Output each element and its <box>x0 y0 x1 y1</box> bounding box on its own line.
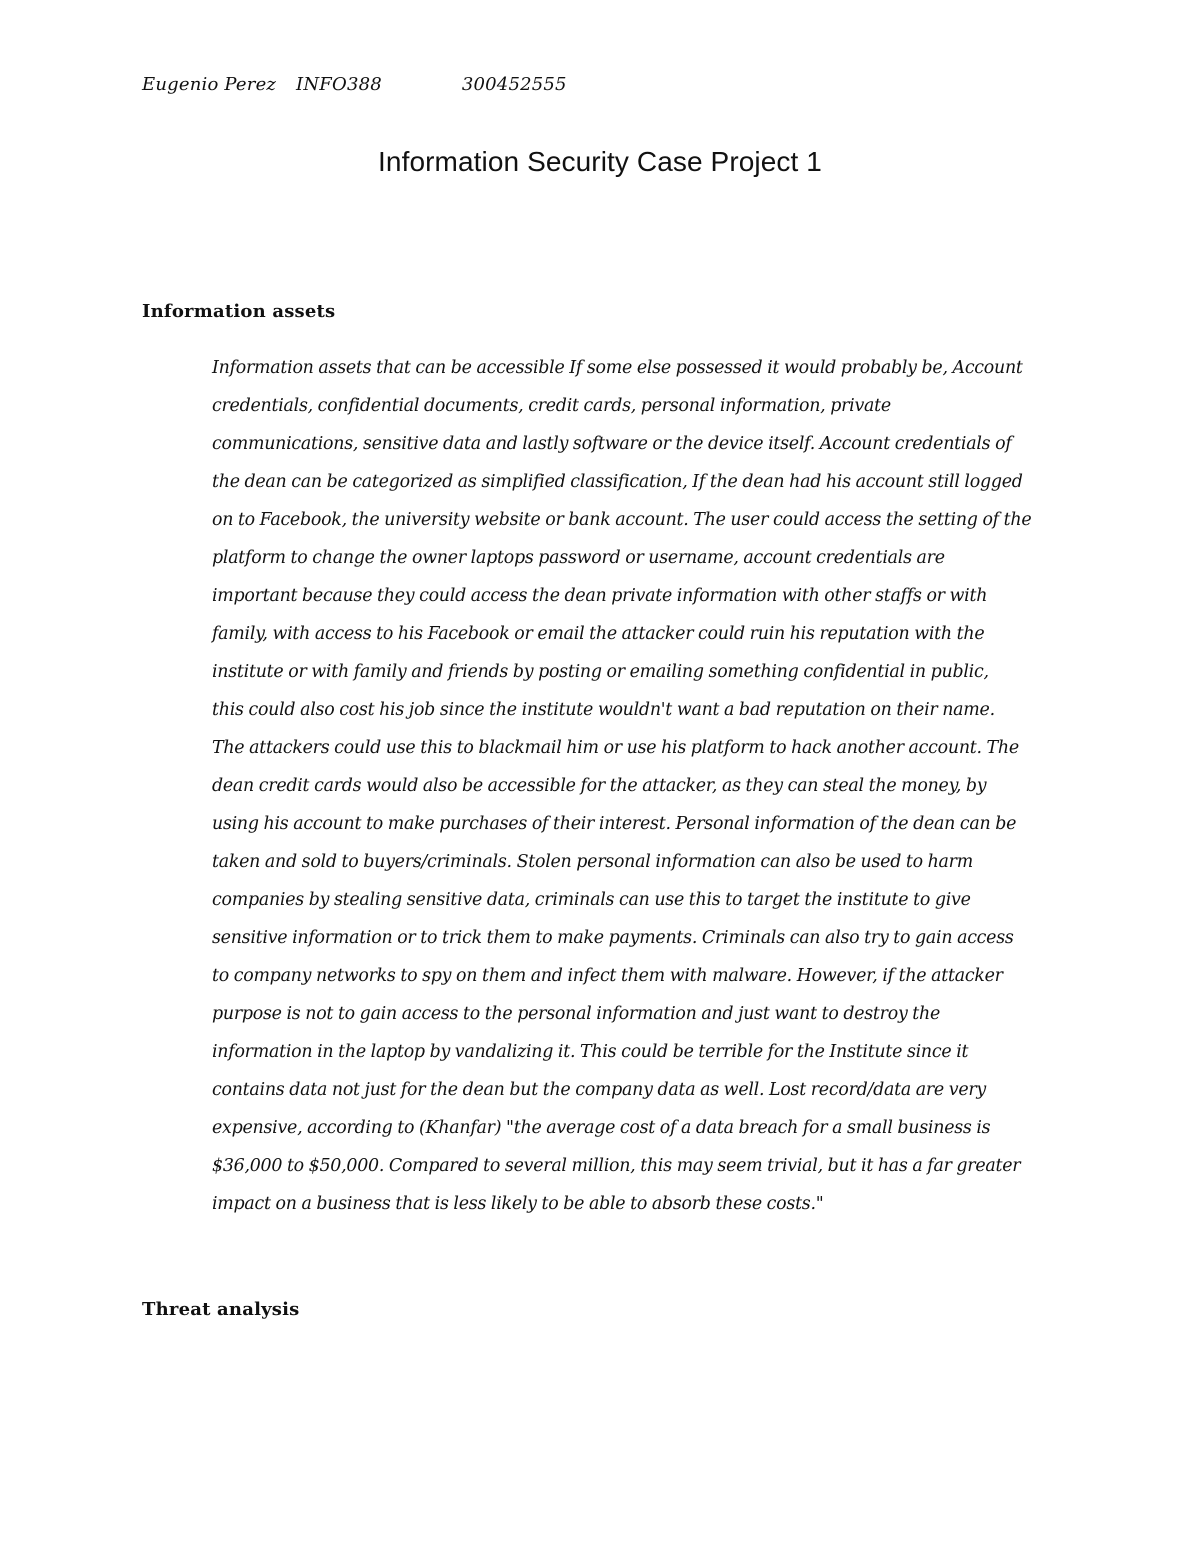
paragraph-line: expensive, according to (Khanfar) "the average cost of a data breach for a small business is <box>212 1118 991 1138</box>
paragraph-line: contains data not just for the dean but the company data as well. Lost record/data are very <box>212 1080 987 1100</box>
paragraph-line: important because they could access the dean private information with other staffs or with <box>212 586 988 606</box>
section-heading-information-assets: Information assets <box>142 301 336 322</box>
author-name: Eugenio Perez <box>142 74 277 95</box>
paragraph-line: dean credit cards would also be accessible for the attacker, as they can steal the money, by <box>212 776 987 796</box>
paragraph-line: to company networks to spy on them and infect them with malware. However, if the attacker <box>212 966 1003 986</box>
paragraph-line: credentials, confidential documents, credit cards, personal information, private <box>212 396 891 416</box>
document-title: Information Security Case Project 1 <box>378 146 822 177</box>
paragraph-line: institute or with family and friends by posting or emailing something confidential in public, <box>212 662 989 682</box>
paragraph-line: sensitive information or to trick them to make payments. Criminals can also try to gain access <box>212 928 1014 948</box>
information-assets-paragraph <box>212 349 1072 1223</box>
page-header <box>142 74 567 95</box>
paragraph-line: family, with access to his Facebook or email the attacker could ruin his reputation with the <box>212 624 985 644</box>
paragraph-line: on to Facebook, the university website or bank account. The user could access the setting of the <box>212 510 1032 530</box>
paragraph-line: this could also cost his job since the institute wouldn't want a bad reputation on their name. <box>212 700 995 720</box>
paragraph-line: taken and sold to buyers/criminals. Stolen personal information can also be used to harm <box>212 852 973 872</box>
paragraph-line: communications, sensitive data and lastly software or the device itself. Account credentials of <box>212 434 1012 454</box>
course-code: INFO388 <box>296 74 382 95</box>
section-heading-threat-analysis: Threat analysis <box>142 1299 300 1320</box>
paragraph-line: the dean can be categorized as simplified classification, If the dean had his account still logged <box>212 472 1023 492</box>
paragraph-line: Information assets that can be accessible If some else possessed it would probably be, Account <box>212 358 1023 378</box>
paragraph-line: impact on a business that is less likely to be able to absorb these costs." <box>212 1194 824 1214</box>
paragraph-line: purpose is not to gain access to the personal information and just want to destroy the <box>212 1004 941 1024</box>
paragraph-line: platform to change the owner laptops password or username, account credentials are <box>212 548 945 568</box>
paragraph-line: $36,000 to $50,000. Compared to several million, this may seem trivial, but it has a far greater <box>212 1156 1021 1176</box>
paragraph-line: The attackers could use this to blackmail him or use his platform to hack another account. The <box>212 738 1019 758</box>
paragraph-line: information in the laptop by vandalizing it. This could be terrible for the Institute since it <box>212 1042 969 1062</box>
paragraph-line: companies by stealing sensitive data, criminals can use this to target the institute to give <box>212 890 971 910</box>
student-id: 300452555 <box>461 74 567 95</box>
paragraph-line: using his account to make purchases of their interest. Personal information of the dean can be <box>212 814 1017 834</box>
